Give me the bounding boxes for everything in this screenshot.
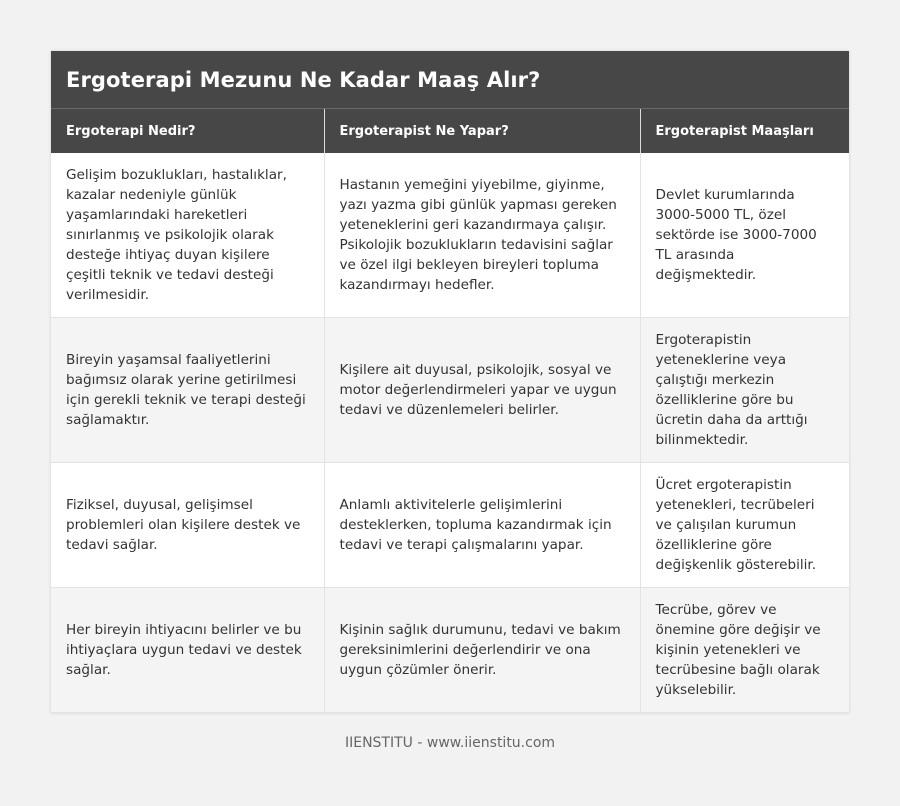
table-row bbox=[51, 463, 849, 588]
column-header-what-does: Ergoterapist Ne Yapar? bbox=[324, 109, 640, 153]
table-cell: Kişinin sağlık durumunu, tedavi ve bakım gereksinimlerini değerlendirir ve ona uygun çözümler önerir. bbox=[324, 588, 640, 713]
table-cell: Her bireyin ihtiyacını belirler ve bu ihtiyaçlara uygun tedavi ve destek sağlar. bbox=[51, 588, 324, 713]
table-cell: Bireyin yaşamsal faaliyetlerini bağımsız olarak yerine getirilmesi için gerekli teknik ve terapi desteği sağlamaktır. bbox=[51, 318, 324, 463]
footer-credit: IIENSTITU - www.iienstitu.com bbox=[344, 735, 556, 751]
table-cell: Ücret ergoterapistin yetenekleri, tecrübeleri ve çalışılan kurumun özelliklerine göre değişkenlik gösterebilir. bbox=[640, 463, 849, 588]
table-row bbox=[51, 153, 849, 318]
salary-table-card bbox=[51, 51, 849, 713]
table-row bbox=[51, 318, 849, 463]
table-cell: Gelişim bozuklukları, hastalıklar, kazalar nedeniyle günlük yaşamlarındaki hareketleri sınırlanmış ve psikolojik olarak desteğe ihtiyaç duyan kişilere çeşitli teknik ve tedavi desteği verilmesidir. bbox=[51, 153, 324, 318]
column-header-salaries: Ergoterapist Maaşları bbox=[640, 109, 849, 153]
table-row bbox=[51, 588, 849, 713]
table-cell: Anlamlı aktivitelerle gelişimlerini desteklerken, topluma kazandırmak için tedavi ve terapi çalışmalarını yapar. bbox=[324, 463, 640, 588]
table-cell: Fiziksel, duyusal, gelişimsel problemleri olan kişilere destek ve tedavi sağlar. bbox=[51, 463, 324, 588]
table-cell: Kişilere ait duyusal, psikolojik, sosyal ve motor değerlendirmeleri yapar ve uygun tedavi ve düzenlemeleri belirler. bbox=[324, 318, 640, 463]
table-cell: Devlet kurumlarında 3000-5000 TL, özel sektörde ise 3000-7000 TL arasında değişmektedir. bbox=[640, 153, 849, 318]
table-cell: Hastanın yemeğini yiyebilme, giyinme, yazı yazma gibi günlük yapması gereken yeteneklerini geri kazandırmaya çalışır. Psikolojik bozuklukların tedavisini sağlar ve özel ilgi bekleyen bireyleri topluma kazandırmayı hedefler. bbox=[324, 153, 640, 318]
table-cell: Ergoterapistin yeteneklerine veya çalıştığı merkezin özelliklerine göre bu ücretin daha da arttığı bilinmektedir. bbox=[640, 318, 849, 463]
table-cell: Tecrübe, görev ve önemine göre değişir ve kişinin yetenekleri ve tecrübesine bağlı olarak yükselebilir. bbox=[640, 588, 849, 713]
table-header-row bbox=[51, 109, 849, 153]
page-title: Ergoterapi Mezunu Ne Kadar Maaş Alır? bbox=[66, 67, 541, 92]
info-table bbox=[51, 109, 849, 713]
column-header-what-is: Ergoterapi Nedir? bbox=[51, 109, 324, 153]
title-bar bbox=[51, 51, 849, 109]
